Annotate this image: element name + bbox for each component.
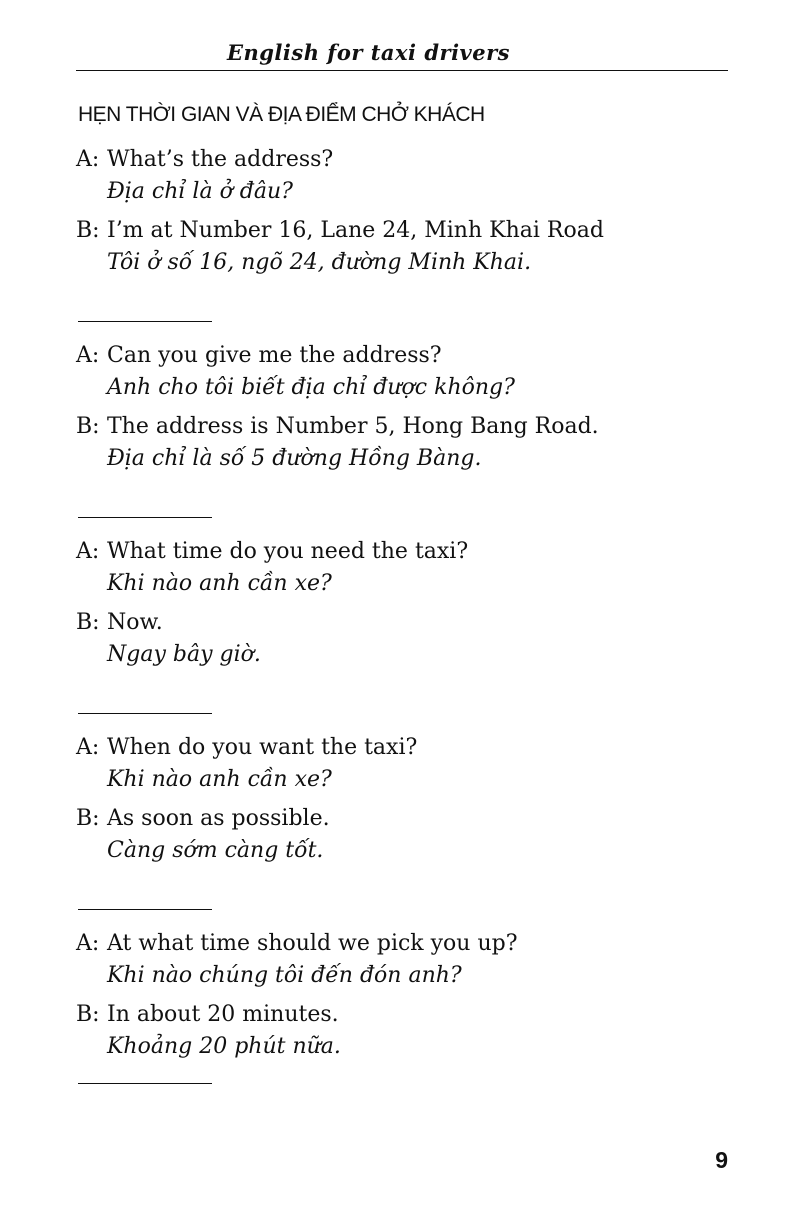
dialogue-1 xyxy=(76,144,736,279)
english-text: Can you give me the address? xyxy=(107,343,442,368)
dialogue-3 xyxy=(76,517,736,671)
dialogue-end-divider xyxy=(78,1083,212,1084)
vietnamese-translation: Địa chỉ là ở đâu? xyxy=(107,179,293,204)
english-text: What’s the address? xyxy=(107,147,334,172)
dialogue-line-b xyxy=(76,803,736,867)
speaker-label: B: xyxy=(76,414,100,439)
dialogue-5 xyxy=(76,909,736,1084)
header-rule xyxy=(76,70,728,71)
dialogue-line-b xyxy=(76,215,736,279)
speaker-label: A: xyxy=(76,539,100,564)
vietnamese-translation: Khoảng 20 phút nữa. xyxy=(107,1034,341,1059)
speaker-label: B: xyxy=(76,806,100,831)
english-text: What time do you need the taxi? xyxy=(107,539,469,564)
english-text: At what time should we pick you up? xyxy=(107,931,518,956)
dialogue-line-b xyxy=(76,607,736,671)
section-title: HẸN THỜI GIAN VÀ ĐỊA ĐIỂM CHỞ KHÁCH xyxy=(78,103,485,126)
vietnamese-translation: Khi nào anh cần xe? xyxy=(107,571,332,596)
vietnamese-translation: Anh cho tôi biết địa chỉ được không? xyxy=(107,375,515,400)
running-header-title: English for taxi drivers xyxy=(226,40,510,65)
dialogue-list xyxy=(76,144,736,1084)
dialogue-divider xyxy=(78,909,212,910)
dialogue-divider xyxy=(78,517,212,518)
vietnamese-translation: Tôi ở số 16, ngõ 24, đường Minh Khai. xyxy=(107,250,532,275)
english-text: I’m at Number 16, Lane 24, Minh Khai Road xyxy=(107,218,604,243)
vietnamese-translation: Địa chỉ là số 5 đường Hồng Bàng. xyxy=(107,446,482,471)
dialogue-line-a xyxy=(76,144,736,208)
dialogue-2 xyxy=(76,321,736,475)
english-text: In about 20 minutes. xyxy=(107,1002,339,1027)
page-number: 9 xyxy=(715,1147,728,1173)
speaker-label: A: xyxy=(76,735,100,760)
dialogue-line-a xyxy=(76,732,736,796)
vietnamese-translation: Càng sớm càng tốt. xyxy=(107,838,324,863)
vietnamese-translation: Ngay bây giờ. xyxy=(107,642,261,667)
vietnamese-translation: Khi nào anh cần xe? xyxy=(107,767,332,792)
dialogue-line-b xyxy=(76,999,736,1063)
english-text: The address is Number 5, Hong Bang Road. xyxy=(107,414,599,439)
english-text: When do you want the taxi? xyxy=(107,735,418,760)
vietnamese-translation: Khi nào chúng tôi đến đón anh? xyxy=(107,963,462,988)
speaker-label: A: xyxy=(76,931,100,956)
dialogue-line-b xyxy=(76,411,736,475)
dialogue-line-a xyxy=(76,536,736,600)
english-text: Now. xyxy=(107,610,163,635)
dialogue-divider xyxy=(78,321,212,322)
speaker-label: A: xyxy=(76,343,100,368)
english-text: As soon as possible. xyxy=(107,806,330,831)
speaker-label: B: xyxy=(76,218,100,243)
dialogue-line-a xyxy=(76,928,736,992)
dialogue-4 xyxy=(76,713,736,867)
dialogue-divider xyxy=(78,713,212,714)
speaker-label: A: xyxy=(76,147,100,172)
speaker-label: B: xyxy=(76,1002,100,1027)
dialogue-line-a xyxy=(76,340,736,404)
speaker-label: B: xyxy=(76,610,100,635)
